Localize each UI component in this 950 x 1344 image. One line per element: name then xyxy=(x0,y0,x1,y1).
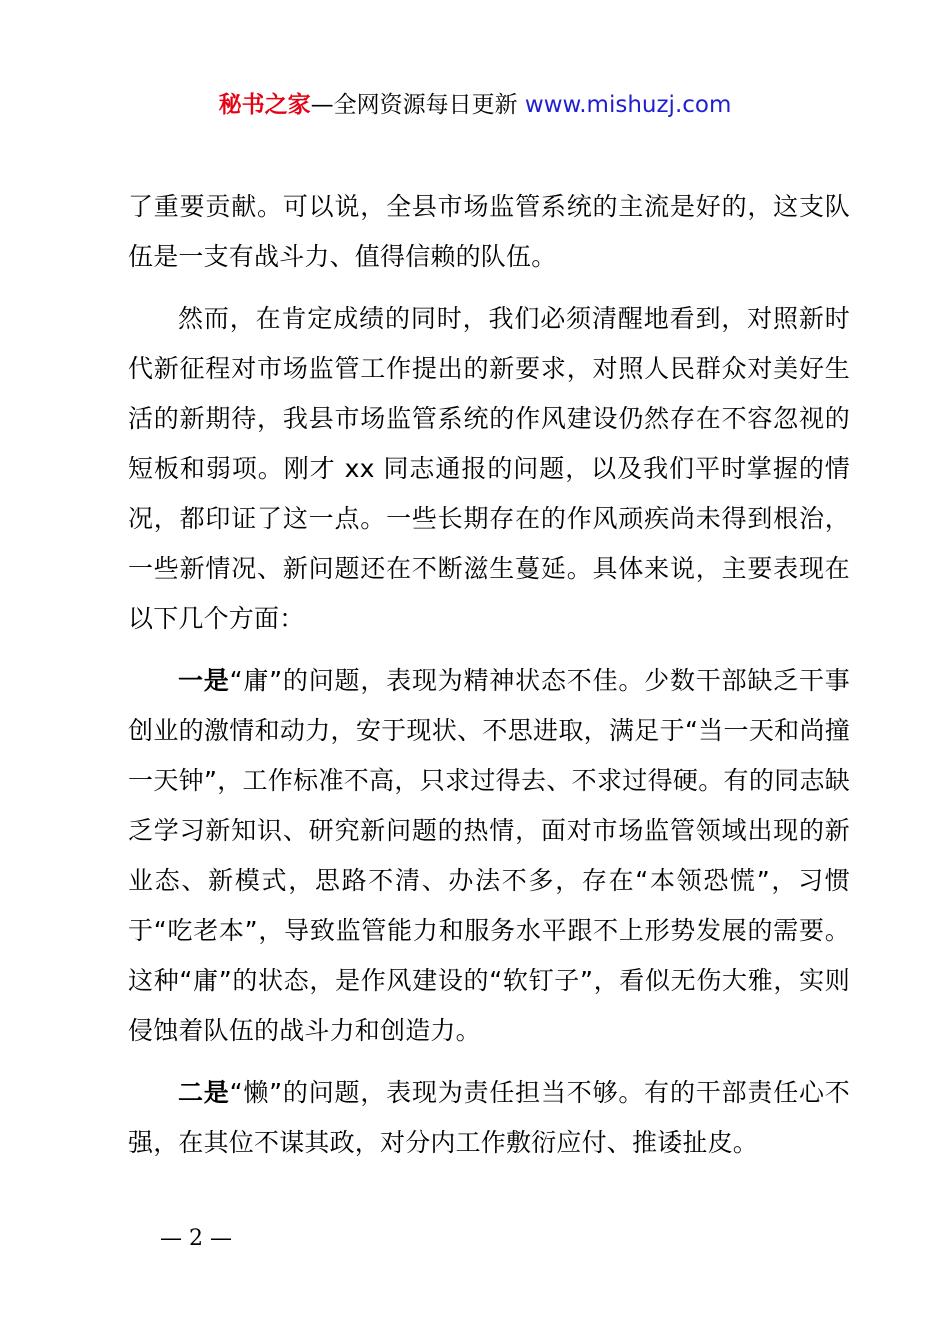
paragraph-point-one xyxy=(128,656,850,1056)
site-url-link[interactable]: www.mishuzj.com xyxy=(524,92,732,118)
paragraph-text: 然而，在肯定成绩的同时，我们必须清醒地看到，对照新时代新征程对市场监管工作提出的新要求，对照人民群众对美好生活的新期待，我县市场监管系统的作风建设仍然存在不容忽视的短板和弱项。刚才 xx 同志通报的问题，以及我们平时掌握的情况，都印证了这一点。一些长期存在的作风顽疾尚未得到根治，一些新情况、新问题还在不断滋生蔓延。具体来说，主要表现在以下几个方面： xyxy=(128,304,850,633)
document-body xyxy=(128,182,850,1180)
paragraph-text: “懒”的问题，表现为责任担当不够。有的干部责任心不强，在其位不谋其政，对分内工作敷衍应付、推诿扯皮。 xyxy=(128,1078,850,1157)
site-header xyxy=(0,88,950,122)
paragraph-text: “庸”的问题，表现为精神状态不佳。少数干部缺乏干事创业的激情和动力，安于现状、不思进取，满足于“当一天和尚撞一天钟”，工作标准不高，只求过得去、不求过得硬。有的同志缺乏学习新知识、研究新问题的热情，面对市场监管领域出现的新业态、新模式，思路不清、办法不多，存在“本领恐慌”，习惯于“吃老本”，导致监管能力和服务水平跟不上形势发展的需要。这种“庸”的状态，是作风建设的“软钉子”，看似无伤大雅，实则侵蚀着队伍的战斗力和创造力。 xyxy=(128,666,850,1045)
brand-name: 秘书之家 xyxy=(218,92,311,118)
header-tagline: —全网资源每日更新 xyxy=(310,92,518,118)
paragraph-continuation xyxy=(128,182,850,282)
paragraph-text: 了重要贡献。可以说，全县市场监管系统的主流是好的，这支队伍是一支有战斗力、值得信赖的队伍。 xyxy=(128,192,850,271)
paragraph-lead: 二是 xyxy=(178,1078,230,1107)
paragraph-lead: 一是 xyxy=(178,666,230,695)
paragraph-point-two xyxy=(128,1068,850,1168)
page-number: — 2 — xyxy=(160,1226,232,1251)
paragraph-however xyxy=(128,294,850,644)
